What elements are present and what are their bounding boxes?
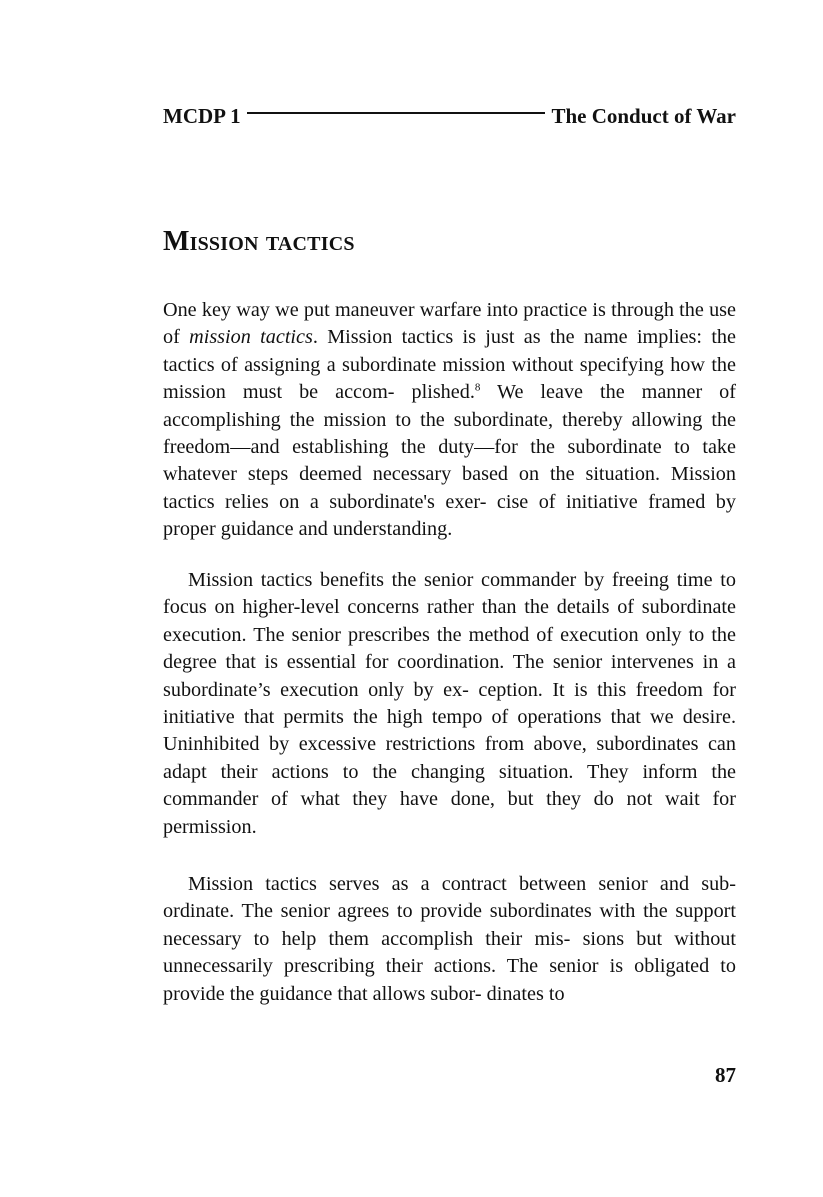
- header-rule: [247, 112, 546, 114]
- paragraph-1: [163, 297, 736, 544]
- paragraph-2: Mission tactics benefits the senior commander by freeing time to focus on higher-level concerns rather than the details of subordinate execution. The senior prescribes the method of execution only to the degree that is essential for coordination. The senior intervenes in a subordinate’s execution only by ex- ception. It is this freedom for initiative that permits the high tempo of operations that we desire. Uninhibited by excessive restrictions from above, subordinates can adapt their actions to the changing situation. They inform the commander of what they have done, but they do not wait for permission.: [163, 569, 736, 838]
- header-book-title: The Conduct of War: [551, 103, 736, 128]
- footnote-reference: 8: [474, 381, 481, 394]
- header-publication-id: MCDP 1: [163, 103, 241, 128]
- emphasis-term: mission tactics: [189, 326, 313, 349]
- page-number: 87: [715, 1063, 736, 1087]
- section-title: Mission tactics: [163, 226, 355, 257]
- paragraph-1-start: One key way we put maneuver warfare into practice is through the use of: [163, 299, 736, 349]
- paragraph-1-middle: . Mission tactics is just as the name implies: the tactics of assigning a subordinate mission without specifying how the mission must be accom- plished.: [163, 326, 736, 404]
- running-header: [163, 102, 736, 130]
- paragraph-3: Mission tactics serves as a contract between senior and sub- ordinate. The senior agrees to provide subordinates with the support necessary to help them accomplish their mis- sions but without unnecessarily prescribing their actions. The senior is obligated to provide the guidance that allows subor- dinates to: [163, 873, 736, 1005]
- paragraph-1-end: We leave the manner of accomplishing the mission to the subordinate, thereby allowing the freedom—and establishing the duty—for the subordinate to take whatever steps deemed necessary based on the situation. Mission tactics relies on a subordinate's exer- cise of initiative framed by proper guidance and understanding.: [163, 381, 736, 541]
